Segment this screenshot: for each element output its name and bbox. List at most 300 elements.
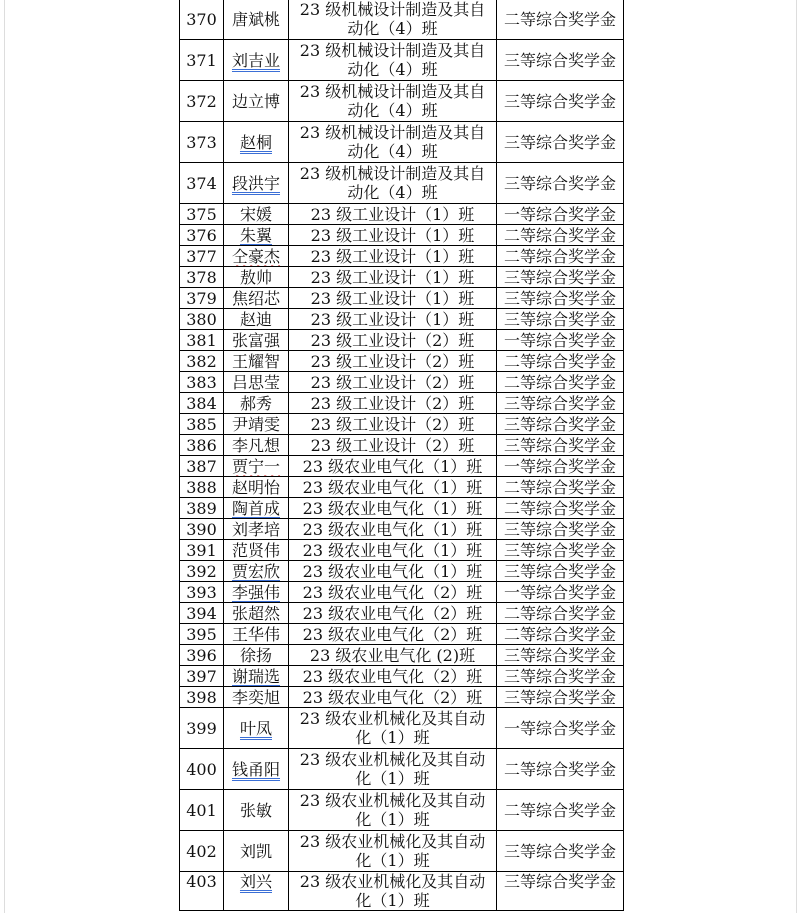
class-name-text: 23 级农业电气化（2）班 — [302, 687, 483, 707]
award-level-cell — [497, 204, 624, 225]
student-name-cell — [224, 749, 289, 790]
class-name-cell — [289, 749, 497, 790]
student-name-text: 李强伟 — [231, 582, 280, 602]
student-name-cell — [224, 435, 289, 456]
table-row — [180, 288, 624, 309]
student-name-text: 李凡想 — [231, 435, 280, 455]
table-row — [180, 477, 624, 498]
student-name-cell — [224, 122, 289, 163]
row-number-cell — [180, 666, 224, 687]
class-name-cell — [289, 0, 497, 40]
award-level-cell — [497, 0, 624, 40]
table-row — [180, 456, 624, 477]
row-number-cell — [180, 393, 224, 414]
award-level-text: 三等综合奖学金 — [503, 666, 616, 686]
award-level-text: 三等综合奖学金 — [503, 288, 616, 308]
table-row — [180, 435, 624, 456]
award-level-text: 一等综合奖学金 — [503, 582, 616, 602]
student-name-cell — [224, 624, 289, 645]
class-name-cell — [289, 81, 497, 122]
award-level-cell — [497, 393, 624, 414]
class-name-cell — [289, 645, 497, 666]
award-level-text: 三等综合奖学金 — [503, 173, 616, 193]
award-level-cell — [497, 246, 624, 267]
row-number-cell — [180, 645, 224, 666]
class-name-text: 23 级工业设计（2）班 — [310, 393, 475, 413]
table-row — [180, 81, 624, 122]
page-edge-right — [796, 0, 797, 913]
student-name-cell — [224, 330, 289, 351]
row-number-text: 395 — [186, 624, 217, 644]
row-number-text: 403 — [186, 872, 217, 891]
award-level-cell — [497, 309, 624, 330]
award-level-cell — [497, 477, 624, 498]
class-name-text: 23 级农业电气化（2）班 — [302, 582, 483, 602]
student-name-text: 敖帅 — [239, 267, 272, 287]
class-name-cell — [289, 122, 497, 163]
student-name-cell — [224, 246, 289, 267]
class-name-text: 23 级工业设计（2）班 — [310, 351, 475, 371]
table-row — [180, 330, 624, 351]
student-name-cell — [224, 351, 289, 372]
class-name-text: 23 级农业电气化（1）班 — [302, 477, 483, 497]
class-name-text: 23 级机械设计制造及其自动化（4）班 — [299, 123, 486, 161]
award-level-text: 三等综合奖学金 — [503, 841, 616, 861]
table-row — [180, 267, 624, 288]
row-number-cell — [180, 561, 224, 582]
class-name-cell — [289, 309, 497, 330]
student-name-text: 徐扬 — [239, 645, 272, 665]
award-level-cell — [497, 40, 624, 81]
row-number-text: 378 — [186, 267, 217, 287]
award-level-cell — [497, 351, 624, 372]
row-number-text: 376 — [186, 225, 217, 245]
row-number-text: 386 — [186, 435, 217, 455]
award-level-text: 三等综合奖学金 — [503, 519, 616, 539]
award-level-text: 一等综合奖学金 — [503, 330, 616, 350]
class-name-cell — [289, 40, 497, 81]
class-name-cell — [289, 540, 497, 561]
class-name-text: 23 级工业设计（1）班 — [310, 225, 475, 245]
award-level-cell — [497, 624, 624, 645]
row-number-text: 394 — [186, 603, 217, 623]
row-number-text: 391 — [186, 540, 217, 560]
award-level-cell — [497, 414, 624, 435]
row-number-text: 388 — [186, 477, 217, 497]
row-number-text: 374 — [186, 173, 217, 193]
row-number-cell — [180, 872, 224, 911]
row-number-text: 377 — [186, 246, 217, 266]
award-level-text: 三等综合奖学金 — [503, 50, 616, 70]
row-number-cell — [180, 790, 224, 831]
row-number-cell — [180, 40, 224, 81]
table-row — [180, 624, 624, 645]
student-name-cell — [224, 0, 289, 40]
class-name-cell — [289, 561, 497, 582]
class-name-text: 23 级工业设计（1）班 — [310, 246, 475, 266]
student-name-text: 刘吉业 — [231, 50, 280, 70]
student-name-cell — [224, 708, 289, 749]
table-row — [180, 582, 624, 603]
award-level-cell — [497, 81, 624, 122]
class-name-cell — [289, 872, 497, 911]
scholarship-table-body — [180, 0, 624, 911]
row-number-cell — [180, 351, 224, 372]
class-name-cell — [289, 519, 497, 540]
table-row — [180, 372, 624, 393]
table-row — [180, 645, 624, 666]
row-number-cell — [180, 540, 224, 561]
student-name-cell — [224, 267, 289, 288]
class-name-text: 23 级农业机械化及其自动化（1）班 — [299, 872, 486, 910]
class-name-cell — [289, 790, 497, 831]
table-row — [180, 666, 624, 687]
row-number-text: 384 — [186, 393, 217, 413]
award-level-text: 二等综合奖学金 — [503, 9, 616, 29]
award-level-text: 三等综合奖学金 — [503, 132, 616, 152]
award-level-cell — [497, 831, 624, 872]
class-name-cell — [289, 603, 497, 624]
student-name-cell — [224, 687, 289, 708]
award-level-cell — [497, 645, 624, 666]
row-number-cell — [180, 288, 224, 309]
class-name-text: 23 级农业电气化（2）班 — [302, 603, 483, 623]
table-row — [180, 687, 624, 708]
student-name-text: 贾宏欣 — [231, 561, 280, 581]
row-number-cell — [180, 749, 224, 790]
row-number-cell — [180, 225, 224, 246]
student-name-cell — [224, 163, 289, 204]
student-name-cell — [224, 519, 289, 540]
class-name-cell — [289, 687, 497, 708]
award-level-text: 二等综合奖学金 — [503, 351, 616, 371]
student-name-cell — [224, 603, 289, 624]
award-level-text: 三等综合奖学金 — [503, 645, 616, 665]
award-level-cell — [497, 540, 624, 561]
student-name-text: 王华伟 — [231, 624, 280, 644]
student-name-cell — [224, 831, 289, 872]
class-name-cell — [289, 330, 497, 351]
row-number-cell — [180, 267, 224, 288]
student-name-cell — [224, 309, 289, 330]
student-name-text: 刘孝培 — [231, 519, 280, 539]
class-name-cell — [289, 708, 497, 749]
row-number-text: 371 — [186, 50, 217, 70]
award-level-cell — [497, 708, 624, 749]
class-name-cell — [289, 498, 497, 519]
student-name-text: 叶凤 — [239, 718, 272, 738]
class-name-text: 23 级农业机械化及其自动化（1）班 — [299, 750, 486, 788]
student-name-text: 朱翼 — [239, 225, 272, 245]
student-name-cell — [224, 790, 289, 831]
table-row — [180, 749, 624, 790]
award-level-cell — [497, 790, 624, 831]
row-number-cell — [180, 246, 224, 267]
award-level-text: 二等综合奖学金 — [503, 246, 616, 266]
row-number-cell — [180, 309, 224, 330]
student-name-text: 李奕旭 — [231, 687, 280, 707]
row-number-cell — [180, 163, 224, 204]
table-row — [180, 872, 624, 911]
row-number-text: 397 — [186, 666, 217, 686]
table-row — [180, 163, 624, 204]
student-name-cell — [224, 288, 289, 309]
row-number-text: 396 — [186, 645, 217, 665]
student-name-text: 宋媛 — [239, 204, 272, 224]
student-name-text: 尹靖雯 — [231, 414, 280, 434]
award-level-cell — [497, 456, 624, 477]
table-row — [180, 246, 624, 267]
student-name-text: 焦绍芯 — [231, 288, 280, 308]
award-level-text: 二等综合奖学金 — [503, 498, 616, 518]
row-number-cell — [180, 330, 224, 351]
award-level-cell — [497, 519, 624, 540]
student-name-text: 王耀智 — [231, 351, 280, 371]
student-name-text: 刘兴 — [239, 872, 272, 891]
row-number-text: 373 — [186, 132, 217, 152]
row-number-cell — [180, 831, 224, 872]
row-number-text: 401 — [186, 800, 217, 820]
table-row — [180, 40, 624, 81]
award-level-cell — [497, 498, 624, 519]
table-row — [180, 561, 624, 582]
table-row — [180, 309, 624, 330]
page-edge-left — [4, 0, 5, 913]
award-level-text: 三等综合奖学金 — [503, 687, 616, 707]
student-name-text: 贾宁一 — [231, 456, 280, 476]
scholarship-table — [179, 0, 624, 911]
row-number-cell — [180, 122, 224, 163]
row-number-text: 383 — [186, 372, 217, 392]
student-name-cell — [224, 204, 289, 225]
class-name-text: 23 级工业设计（1）班 — [310, 267, 475, 287]
award-level-text: 一等综合奖学金 — [503, 456, 616, 476]
table-row — [180, 122, 624, 163]
row-number-text: 385 — [186, 414, 217, 434]
row-number-cell — [180, 204, 224, 225]
table-row — [180, 225, 624, 246]
award-level-text: 三等综合奖学金 — [503, 309, 616, 329]
award-level-text: 二等综合奖学金 — [503, 225, 616, 245]
row-number-cell — [180, 435, 224, 456]
award-level-text: 三等综合奖学金 — [503, 393, 616, 413]
student-name-cell — [224, 582, 289, 603]
student-name-text: 谢瑞选 — [231, 666, 280, 686]
class-name-text: 23 级工业设计（2）班 — [310, 372, 475, 392]
class-name-text: 23 级农业电气化（1）班 — [302, 519, 483, 539]
award-level-text: 三等综合奖学金 — [503, 267, 616, 287]
award-level-cell — [497, 666, 624, 687]
class-name-text: 23 级农业电气化（1）班 — [302, 456, 483, 476]
class-name-cell — [289, 582, 497, 603]
award-level-text: 二等综合奖学金 — [503, 624, 616, 644]
row-number-text: 381 — [186, 330, 217, 350]
student-name-text: 赵迪 — [239, 309, 272, 329]
student-name-cell — [224, 561, 289, 582]
class-name-text: 23 级农业电气化 (2)班 — [309, 645, 476, 665]
class-name-cell — [289, 477, 497, 498]
class-name-cell — [289, 624, 497, 645]
row-number-cell — [180, 603, 224, 624]
award-level-text: 三等综合奖学金 — [503, 540, 616, 560]
class-name-text: 23 级农业电气化（1）班 — [302, 498, 483, 518]
class-name-text: 23 级农业机械化及其自动化（1）班 — [299, 832, 486, 870]
award-level-text: 二等综合奖学金 — [503, 759, 616, 779]
row-number-cell — [180, 456, 224, 477]
award-level-text: 三等综合奖学金 — [503, 91, 616, 111]
student-name-cell — [224, 81, 289, 122]
award-level-text: 二等综合奖学金 — [503, 477, 616, 497]
award-level-text: 一等综合奖学金 — [503, 204, 616, 224]
row-number-text: 402 — [186, 841, 217, 861]
class-name-text: 23 级工业设计（2）班 — [310, 414, 475, 434]
row-number-text: 370 — [186, 9, 217, 29]
class-name-text: 23 级机械设计制造及其自动化（4）班 — [299, 0, 486, 38]
award-level-cell — [497, 687, 624, 708]
student-name-cell — [224, 225, 289, 246]
award-level-cell — [497, 561, 624, 582]
row-number-text: 399 — [186, 718, 217, 738]
class-name-text: 23 级工业设计（1）班 — [310, 204, 475, 224]
row-number-text: 393 — [186, 582, 217, 602]
student-name-cell — [224, 477, 289, 498]
class-name-text: 23 级农业机械化及其自动化（1）班 — [299, 709, 486, 747]
student-name-text: 张超然 — [231, 603, 280, 623]
table-row — [180, 204, 624, 225]
award-level-cell — [497, 872, 624, 911]
table-row — [180, 351, 624, 372]
student-name-text: 刘凯 — [239, 841, 272, 861]
student-name-text: 仝豪杰 — [231, 246, 280, 266]
class-name-cell — [289, 393, 497, 414]
award-level-cell — [497, 582, 624, 603]
table-row — [180, 831, 624, 872]
award-level-cell — [497, 122, 624, 163]
award-level-text: 三等综合奖学金 — [503, 414, 616, 434]
row-number-text: 389 — [186, 498, 217, 518]
row-number-text: 375 — [186, 204, 217, 224]
class-name-text: 23 级工业设计（2）班 — [310, 330, 475, 350]
class-name-text: 23 级农业机械化及其自动化（1）班 — [299, 791, 486, 829]
student-name-text: 陶首成 — [231, 498, 280, 518]
award-level-cell — [497, 603, 624, 624]
class-name-text: 23 级工业设计（2）班 — [310, 435, 475, 455]
class-name-text: 23 级农业电气化（1）班 — [302, 561, 483, 581]
row-number-cell — [180, 0, 224, 40]
row-number-cell — [180, 477, 224, 498]
row-number-cell — [180, 624, 224, 645]
student-name-text: 段洪宇 — [231, 173, 280, 193]
table-row — [180, 498, 624, 519]
class-name-text: 23 级工业设计（1）班 — [310, 288, 475, 308]
student-name-text: 赵桐 — [239, 132, 272, 152]
student-name-text: 范贤伟 — [231, 540, 280, 560]
class-name-cell — [289, 456, 497, 477]
award-level-cell — [497, 163, 624, 204]
row-number-text: 387 — [186, 456, 217, 476]
row-number-cell — [180, 708, 224, 749]
award-level-cell — [497, 288, 624, 309]
class-name-text: 23 级农业电气化（1）班 — [302, 540, 483, 560]
award-level-cell — [497, 749, 624, 790]
class-name-cell — [289, 225, 497, 246]
student-name-text: 边立博 — [231, 91, 280, 111]
award-level-text: 一等综合奖学金 — [503, 718, 616, 738]
row-number-text: 392 — [186, 561, 217, 581]
student-name-cell — [224, 456, 289, 477]
award-level-cell — [497, 267, 624, 288]
student-name-cell — [224, 540, 289, 561]
student-name-cell — [224, 872, 289, 911]
row-number-text: 400 — [186, 759, 217, 779]
table-row — [180, 414, 624, 435]
class-name-cell — [289, 267, 497, 288]
award-level-text: 二等综合奖学金 — [503, 372, 616, 392]
class-name-text: 23 级工业设计（1）班 — [310, 309, 475, 329]
student-name-cell — [224, 372, 289, 393]
row-number-text: 382 — [186, 351, 217, 371]
class-name-cell — [289, 204, 497, 225]
award-level-text: 三等综合奖学金 — [503, 872, 616, 891]
table-row — [180, 603, 624, 624]
class-name-cell — [289, 435, 497, 456]
table-row — [180, 393, 624, 414]
student-name-text: 赵明怡 — [231, 477, 280, 497]
row-number-cell — [180, 582, 224, 603]
student-name-text: 郝秀 — [239, 393, 272, 413]
student-name-text: 吕思莹 — [231, 372, 280, 392]
class-name-text: 23 级机械设计制造及其自动化（4）班 — [299, 41, 486, 79]
row-number-text: 390 — [186, 519, 217, 539]
class-name-cell — [289, 163, 497, 204]
student-name-cell — [224, 40, 289, 81]
student-name-text: 张敏 — [239, 800, 272, 820]
student-name-text: 唐斌桃 — [231, 9, 280, 29]
award-level-cell — [497, 225, 624, 246]
award-level-text: 二等综合奖学金 — [503, 603, 616, 623]
class-name-text: 23 级机械设计制造及其自动化（4）班 — [299, 82, 486, 120]
student-name-text: 钱甬阳 — [231, 759, 280, 779]
row-number-text: 398 — [186, 687, 217, 707]
table-row — [180, 540, 624, 561]
row-number-text: 379 — [186, 288, 217, 308]
row-number-cell — [180, 519, 224, 540]
award-level-cell — [497, 435, 624, 456]
student-name-cell — [224, 645, 289, 666]
class-name-cell — [289, 372, 497, 393]
class-name-text: 23 级农业电气化（2）班 — [302, 624, 483, 644]
row-number-cell — [180, 414, 224, 435]
award-level-cell — [497, 330, 624, 351]
class-name-cell — [289, 246, 497, 267]
row-number-text: 380 — [186, 309, 217, 329]
class-name-cell — [289, 414, 497, 435]
table-row — [180, 0, 624, 40]
student-name-cell — [224, 393, 289, 414]
award-level-text: 三等综合奖学金 — [503, 561, 616, 581]
class-name-cell — [289, 666, 497, 687]
class-name-cell — [289, 288, 497, 309]
class-name-cell — [289, 831, 497, 872]
student-name-text: 张富强 — [231, 330, 280, 350]
class-name-text: 23 级机械设计制造及其自动化（4）班 — [299, 164, 486, 202]
award-level-text: 二等综合奖学金 — [503, 800, 616, 820]
row-number-cell — [180, 687, 224, 708]
award-level-text: 三等综合奖学金 — [503, 435, 616, 455]
class-name-text: 23 级农业电气化（2）班 — [302, 666, 483, 686]
student-name-cell — [224, 414, 289, 435]
table-row — [180, 790, 624, 831]
